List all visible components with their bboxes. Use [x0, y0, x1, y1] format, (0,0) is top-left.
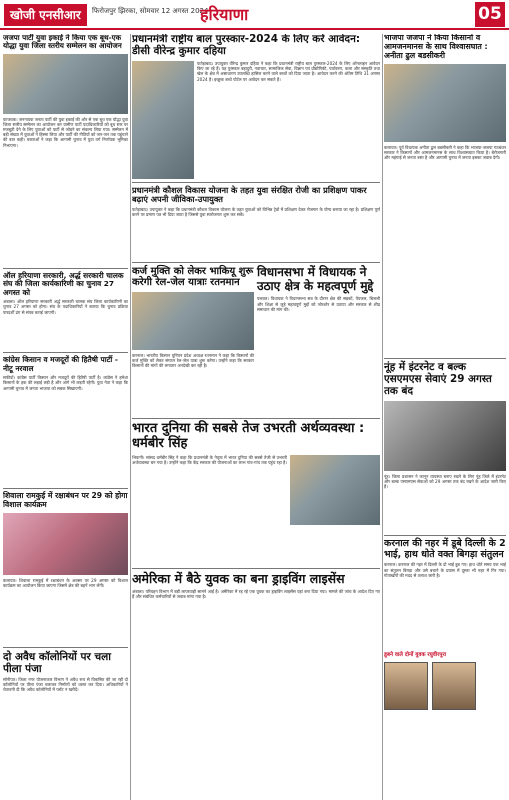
story-body: सोनीपत। जिला नगर योजनाकार विभाग ने अवैध रूप से विकसित की जा रही दो कॉलोनियों पर पीला पंजा चलाकर निर्माणों को ध्वस्त कर दिया। अधिकारियों ने चेतावनी दी कि अवैध कॉलोनियों में प्लॉट न खरीदें।	[3, 676, 128, 693]
divider	[384, 358, 506, 359]
news-photo	[132, 292, 254, 350]
story-headline: विधानसभा में विधायक ने उठाए क्षेत्र के महत्वपूर्ण मुद्दे	[257, 264, 374, 293]
story-body: फतेहाबाद। उपायुक्त ने कहा कि प्रधानमंत्री कौशल विकास योजना के तहत युवाओं को विभिन्न ट्रेडों में प्रशिक्षण देकर रोजगार के योग्य बनाया जा रहा है। प्रशिक्षण पूर्ण करने पर प्रमाण पत्र भी दिया जाता है जिससे युवा स्वरोजगार शुरू कर सकें।	[132, 206, 380, 217]
page-number: 05	[475, 2, 505, 27]
divider	[3, 488, 128, 489]
story-headline: भाजपा जजपा ने किया किसानों व आमजनमानस के साथ विश्वासघात : अनीता ढुल बडसीकरी	[384, 34, 488, 60]
photo-subheading: डूबने वाले दोनों युवक रघुवीरपुरा	[384, 652, 447, 659]
right-column	[384, 34, 506, 800]
story-body: पलवल। विधायक ने विधानसभा सत्र के दौरान क्षेत्र की सड़कों, पेयजल, बिजली और शिक्षा से जुड़े महत्वपूर्ण मुद्दों को जोरशोर से उठाया और सरकार से शीघ्र समाधान की मांग की।	[257, 296, 380, 312]
divider	[132, 418, 380, 419]
news-photo	[3, 54, 128, 114]
divider	[384, 535, 506, 536]
victim-photo	[384, 662, 428, 710]
divider	[132, 182, 380, 183]
news-photo	[384, 401, 506, 471]
date-line: फिरोजपुर झिरका, सोमवार 12 अगस्त 2024	[92, 7, 209, 15]
story-body: अंबाला। ऑल हरियाणा सरकारी अर्द्ध सरकारी चालक संघ जिला कार्यकारिणी का चुनाव 27 अगस्त को होगा। संघ के पदाधिकारियों ने बताया कि चुनाव प्रक्रिया पारदर्शी ढंग से संपन्न कराई जाएगी।	[3, 299, 128, 315]
story-headline: ऑल हरियाणा सरकारी, अर्द्ध सरकारी चालक संघ की जिला कार्यकारिणी का चुनाव 27 अगस्त को	[3, 270, 124, 297]
lead-headline: प्रधानमंत्री राष्ट्रीय बाल पुरस्कार-2024 के लिए करें आवेदन: डीसी वीरेन्द्र कुमार दहिया	[132, 34, 360, 57]
story-headline: नूंह में इंटरनेट व बल्क एसएमएस सेवाएं 29 अगस्त तक बंद	[384, 360, 492, 397]
story-body: भिवानी। सांसद धर्मबीर सिंह ने कहा कि प्रधानमंत्री के नेतृत्व में भारत दुनिया की सबसे तेजी से उभरती अर्थव्यवस्था बन गया है। उन्होंने कहा कि केंद्र सरकार की योजनाओं का लाभ गांव-गांव तक पहुंच रहा है।	[132, 454, 287, 465]
story-headline: जजपा पार्टी युवा इकाई ने किया एक बूथ-एक योद्धा युवा जिला स्तरीय सम्मेलन का आयोजन	[3, 34, 122, 51]
story-headline: करनाल की नहर में डूबे दिल्ली के 2 भाई, हाथ धोते वक्त बिगड़ा संतुलन	[384, 537, 506, 560]
divider	[3, 268, 128, 269]
column-divider	[382, 34, 383, 800]
divider	[132, 568, 380, 569]
divider	[3, 352, 128, 353]
news-photo	[3, 513, 128, 575]
column-divider	[130, 34, 131, 800]
divider	[132, 262, 380, 263]
divider	[3, 647, 128, 648]
story-headline: प्रधानमंत्री कौशल विकास योजना के तहत युवा संरक्षित रोजी का प्रशिक्षण पाकर बढ़ाएं अपनी जीविका-उपायुक्त	[132, 184, 367, 205]
story-body: सफीदों। कांग्रेस पार्टी किसान और मजदूरों की हितैषी पार्टी है। कांग्रेस ने हमेशा किसानों के हक की लड़ाई लड़ी है और आगे भी लड़ती रहेगी। युवा नेता ने कहा कि आगामी चुनाव में जनता भाजपा को सबक सिखाएगी।	[3, 375, 128, 391]
story-headline: कर्ज मुक्ति को लेकर भाकियू शुरू करेगी रेल-जेल यात्राः रतनमान	[132, 265, 254, 289]
section-title: हरियाणा	[200, 5, 249, 24]
story-body: करनाल। भारतीय किसान यूनियन प्रदेश अध्यक्ष रतनमान ने कहा कि किसानों की कर्ज मुक्ति को लेकर संगठन रेल-जेल यात्रा शुरू करेगा। उन्होंने कहा कि सरकार किसानों की मांगों की लगातार अनदेखी कर रही है।	[132, 352, 254, 369]
story-body: फ़ाजवक। जननायक जनता पार्टी की युवा इकाई की ओर से एक बूथ एक योद्धा युवा जिला स्तरीय सम्मेलन का आयोजन कर ग्रामीण पार्टी पदाधिकारियों को बूथ स्तर पर मजबूती देने के लिए युवाओं को पार्टी से जोड़ने का संकल्प लिया गया। सम्मेलन में बड़ी संख्या में युवाओं ने हिस्सा लिया और पार्टी की नीतियों को जन-जन तक पहुंचाने की बात कही। वक्ताओं ने कहा कि आगामी चुनाव में युवा वर्ग निर्णायक भूमिका निभाएगा।	[3, 116, 128, 148]
story-body: अंबाला। परिवहन विभाग में बड़ी लापरवाही सामने आई है। अमेरिका में रह रहे एक युवक का ड्राइविंग लाइसेंस यहां बना दिया गया। मामले की जांच के आदेश दिए गए हैं और संबंधित कर्मचारियों से जवाब मांगा गया है।	[132, 589, 380, 600]
story-body: कलायत। शिवाला रामकुई में रक्षाबंधन के अवसर पर 29 अगस्त को विशाल कार्यक्रम का आयोजन किया जाएगा जिसमें क्षेत्र की बहनें भाग लेंगी।	[3, 577, 128, 588]
story-headline: अमेरिका में बैठे युवक का बना ड्राइविंग लाइसेंस	[132, 570, 345, 586]
story-headline: कांग्रेस किसान व मजदूरों की हितैषी पार्टी - नीटू नरवाल	[3, 355, 118, 373]
story-headline: दो अवैध कॉलोनियों पर चला पीला पंजा	[3, 650, 111, 675]
middle-column	[132, 34, 380, 800]
story-headline: शिवाला रामकुई में रक्षाबंधन पर 29 को होगा विशाल कार्यक्रम	[3, 491, 128, 509]
story-body: कलायत। पूर्व विधायक अनीता ढुल बडसीकरी ने कहा कि भाजपा-जजपा गठबंधन सरकार ने किसानों और आमजनमानस के साथ विश्वासघात किया है। बेरोजगारी और महंगाई से जनता त्रस्त है और आगामी चुनाव में जनता इसका जवाब देगी।	[384, 144, 506, 161]
story-body: नूंह। जिला प्रशासन ने कानून व्यवस्था बनाए रखने के लिए नूंह जिले में इंटरनेट और बल्क एसएमएस सेवाओं को 29 अगस्त तक बंद रखने के आदेश जारी किए हैं।	[384, 473, 506, 490]
victim-photo	[432, 662, 476, 710]
left-column	[3, 34, 128, 800]
news-photo	[290, 455, 380, 525]
story-body: करनाल। करनाल की नहर में दिल्ली के दो भाई डूब गए। हाथ धोते समय एक भाई का संतुलन बिगड़ा और उसे बचाने के प्रयास में दूसरा भी नहर में गिर गया। गोताखोरों की मदद से तलाश जारी है।	[384, 562, 506, 578]
story-body: फतेहाबाद। उपायुक्त वीरेन्द्र कुमार दहिया ने कहा कि प्रधानमंत्री राष्ट्रीय बाल पुरस्कार-2024 के लिए ऑनलाइन आवेदन किए जा रहे हैं। यह पुरस्कार बहादुरी, नवाचार, सामाजिक सेवा, विज्ञान एवं प्रौद्योगिकी, पर्यावरण, कला और संस्कृति तथा खेल के क्षेत्र में असाधारण उपलब्धि हासिल करने वाले बच्चों को दिया जाता है। आवेदन करने की अंतिम तिथि 31 अगस्त 2024 है। इच्छुक बच्चे पोर्टल पर आवेदन कर सकते हैं।	[197, 60, 380, 82]
paper-logo: खोजी एनसीआर	[4, 4, 87, 26]
news-photo	[384, 64, 506, 142]
masthead	[0, 0, 509, 30]
story-headline: भारत दुनिया की सबसे तेज उभरती अर्थव्यवस्था : धर्मबीर सिंह	[132, 420, 365, 451]
news-photo	[132, 61, 194, 179]
